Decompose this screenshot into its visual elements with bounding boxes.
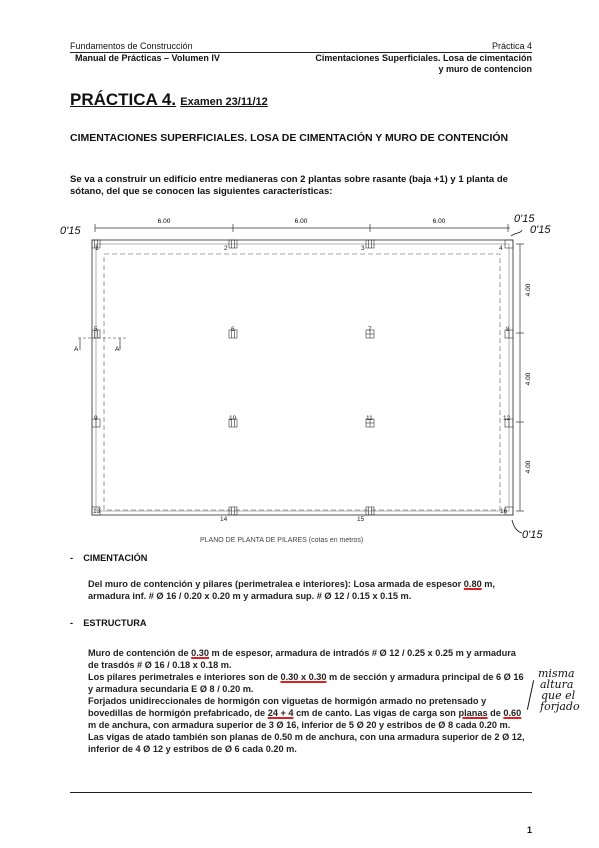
footer-rule — [70, 792, 532, 793]
beam-type: planas — [458, 708, 488, 718]
section-mark-a-prime: A' — [115, 346, 121, 353]
slab-thickness: 0.80 — [463, 579, 482, 589]
estructura-text: Muro de contención de 0.30 m de espesor, armadura de intradós # Ø 12 / 0.25 x 0.25 m y armadura de trasdós # Ø 16 / 0.18 x 0.18 m. Los pilares perimetrales e interiores son de 0.30 x 0.30 m de sección y armadura principal de 6 Ø 16 y armadura secundaria E Ø 8 / 0.20 m. Forjados unidireccionales de hormigón con viguetas de hormigón armado no pretensado y bovedillas de hormigón prefabricado, de 24 + 4 cm de canto. Las vigas de carga son planas de 0.60 m de anchura, con armadura superior de 3 Ø 16, inferior de 5 Ø 20 y estribos de Ø 8 cada 0.20 m. Las vigas de atado también son planas de 0.50 m de anchura, con una armadura superior de 2 Ø 12, inferior de 4 Ø 12 y estribos de Ø 6 cada 0.20 m. — [88, 648, 525, 754]
header-course: Fundamentos de Construcción — [70, 41, 193, 51]
pillar-label-15: 15 — [357, 516, 365, 523]
wall-thickness: 0.30 — [191, 648, 209, 658]
pillar-label-3: 3 — [361, 245, 365, 252]
section-title: CIMENTACIONES SUPERFICIALES. LOSA DE CIMENTACIÓN Y MURO DE CONTENCIÓN — [70, 132, 509, 144]
hand-dim-bottom: 0'15 — [522, 529, 543, 541]
header-manual: Manual de Prácticas – Volumen IV — [75, 53, 220, 63]
header-practice: Práctica 4 — [491, 41, 532, 51]
hand-dim-top-right: 0'15 — [514, 213, 535, 225]
margin-note: misma altura que el forjado — [538, 667, 580, 713]
header-topic: Cimentaciones Superficiales. Losa de cimentación — [315, 53, 532, 63]
heading-cimentacion: - CIMENTACIÓN — [70, 553, 148, 563]
title-exam: Examen 23/11/12 — [180, 96, 268, 108]
page-title — [70, 90, 268, 110]
pillar-label-9: 9 — [94, 415, 98, 422]
dim-top-1: 6.00 — [157, 218, 171, 225]
pillar-section: 0.30 x 0.30 — [280, 672, 327, 682]
hand-dim-left: 0'15 — [60, 225, 81, 237]
page-number: 1 — [526, 825, 532, 835]
header-topic-2: y muro de contencion — [438, 64, 532, 74]
dim-top-3: 6.00 — [432, 218, 446, 225]
pillar-label-13: 13 — [93, 508, 101, 515]
section-mark-a: A — [74, 346, 79, 353]
beam-width: 0.60 — [503, 708, 522, 718]
pillar-label-1: 1 — [95, 245, 99, 252]
pillar-label-10: 10 — [229, 415, 237, 422]
dim-right-3: 4.00 — [525, 460, 532, 474]
pillar-label-11: 11 — [366, 415, 373, 422]
header-rule — [70, 52, 532, 53]
intro-text: Se va a construir un edificio entre medianeras con 2 plantas sobre rasante (baja +1) y 1 planta de sótano, del que se conocen las siguientes características: — [70, 174, 508, 197]
title-main: PRÁCTICA 4. — [70, 90, 177, 109]
hand-dim-right: 0'15 — [530, 224, 551, 236]
cimentacion-text: Del muro de contención y pilares (perimetralea e interiores): Losa armada de espesor 0.80 m, armadura inf. # Ø 16 / 0.20 x 0.20 m y armadura sup. # Ø 12 / 0.15 x 0.15 m. — [88, 579, 495, 601]
dim-top-2: 6.00 — [294, 218, 308, 225]
pillar-floor-plan — [55, 208, 555, 548]
pillar-label-12: 12 — [503, 415, 511, 422]
pillar-label-2: 2 — [224, 245, 228, 252]
heading-estructura: - ESTRUCTURA — [70, 618, 147, 628]
pillar-label-7: 7 — [368, 326, 372, 333]
pillar-label-4: 4 — [499, 245, 503, 252]
pillar-label-5: 5 — [94, 326, 98, 333]
pillar-label-16: 16 — [500, 508, 508, 515]
slab-depth: 24 + 4 — [267, 708, 294, 718]
dim-right-1: 4.00 — [525, 283, 532, 297]
dim-right-2: 4.00 — [525, 372, 532, 386]
pillar-label-6: 6 — [231, 326, 235, 333]
pillar-label-14: 14 — [220, 516, 228, 523]
pillar-label-8: 8 — [506, 326, 510, 333]
plan-caption: PLANO DE PLANTA DE PILARES (cotas en metros) — [200, 537, 364, 544]
